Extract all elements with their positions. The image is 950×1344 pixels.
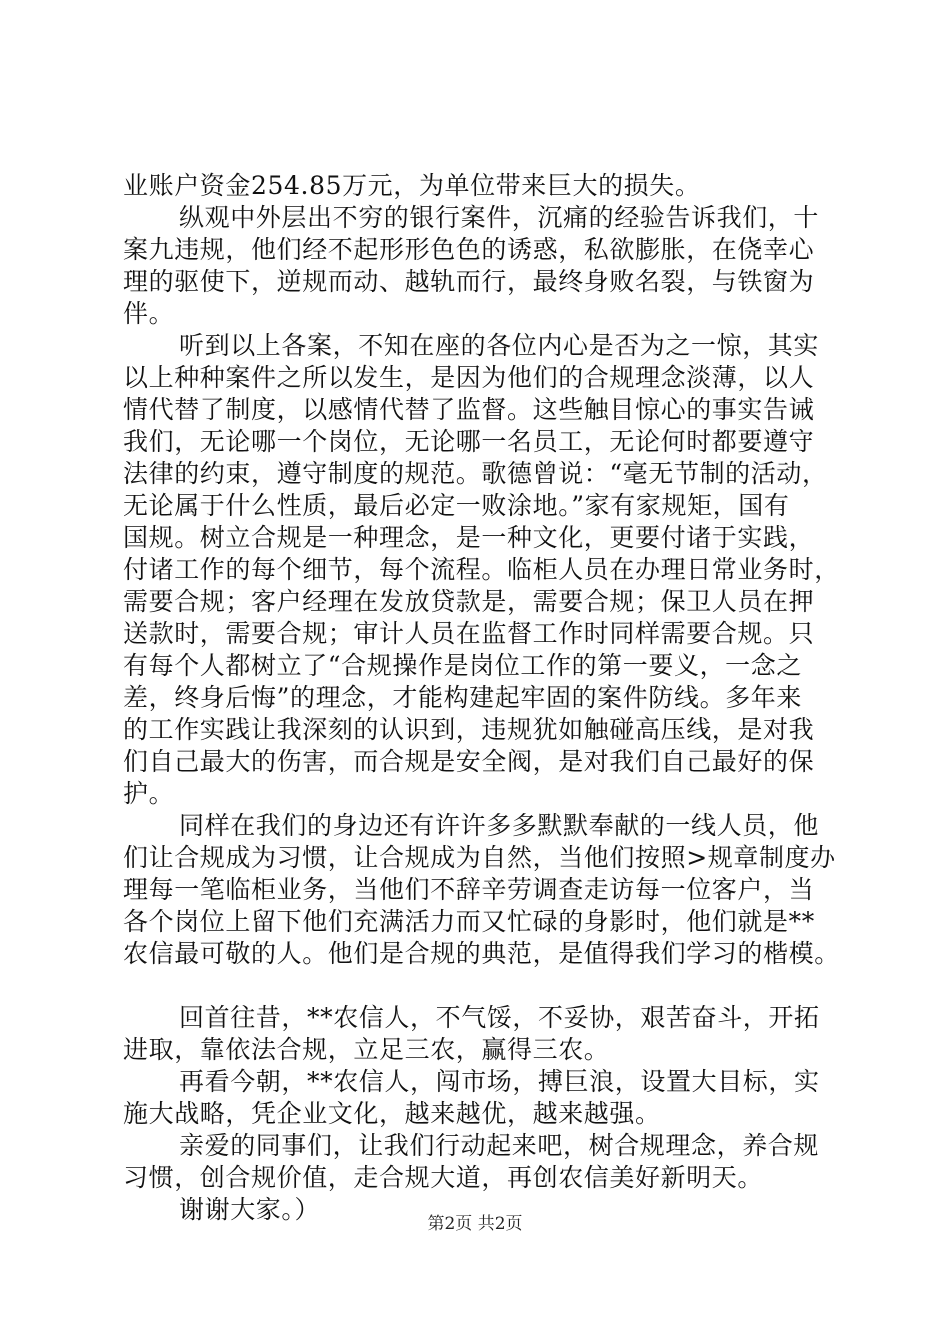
- text-line: 谢谢大家。）: [179, 1195, 321, 1224]
- text-line: 农信最可敬的人。他们是合规的典范，是值得我们学习的楷模。: [123, 939, 840, 968]
- paragraph: [123, 810, 848, 970]
- text-line: 情代替了制度，以感情代替了监督。这些触目惊心的事实告诫: [123, 395, 815, 424]
- text-line: 理的驱使下，逆规而动、越轨而行，最终身败名裂，与铁窗为: [123, 267, 815, 296]
- text-line: 进取，靠依法合规，立足三农，赢得三农。: [123, 1035, 610, 1064]
- text-line: 案九违规，他们经不起形形色色的诱惑，私欲膨胀，在侥幸心: [123, 235, 815, 264]
- text-line: 理每一笔临柜业务，当他们不辞辛劳调查走访每一位客户，当: [123, 875, 815, 904]
- text-line: 法律的约束，遵守制度的规范。歌德曾说：“毫无节制的活动，: [123, 459, 828, 488]
- text-line: 再看今朝，**农信人，闯市场，搏巨浪，设置大目标，实: [179, 1067, 820, 1096]
- text-line: 有每个人都树立了“合规操作是岗位工作的第一要义，一念之: [123, 651, 802, 680]
- text-line: 们自己最大的伤害，而合规是安全阀，是对我们自己最好的保: [123, 747, 815, 776]
- text-line: 无论属于什么性质，最后必定一败涂地。”家有家规矩，国有: [123, 491, 790, 520]
- text-line: 亲爱的同事们，让我们行动起来吧，树合规理念，养合规: [179, 1131, 820, 1160]
- text-line: 听到以上各案，不知在座的各位内心是否为之一惊，其实: [179, 331, 820, 360]
- text-line: 习惯，创合规价值，走合规大道，再创农信美好新明天。: [123, 1163, 764, 1192]
- text-line: 们让合规成为习惯，让合规成为自然，当他们按照>规章制度办: [123, 843, 836, 872]
- text-line: 以上种种案件之所以发生，是因为他们的合规理念淡薄，以人: [123, 363, 815, 392]
- paragraph: [123, 1002, 848, 1066]
- paragraph: [123, 170, 848, 202]
- text-line: 纵观中外层出不穷的银行案件，沉痛的经验告诉我们，十: [179, 203, 820, 232]
- paragraph: [123, 1130, 848, 1194]
- text-line: 需要合规；客户经理在发放贷款是，需要合规；保卫人员在押: [123, 587, 815, 616]
- paragraph: [123, 330, 848, 810]
- blank-line: [123, 970, 848, 1002]
- text-line: 差，终身后悔”的理念，才能构建起牢固的案件防线。多年来: [123, 683, 802, 712]
- text-line: 施大战略，凭企业文化，越来越优，越来越强。: [123, 1099, 661, 1128]
- paragraph: [123, 202, 848, 330]
- text-line: 伴。: [123, 299, 175, 328]
- text-line: 业账户资金254.85万元，为单位带来巨大的损失。: [123, 171, 701, 200]
- text-line: 回首往昔，**农信人，不气馁，不妥协，艰苦奋斗，开拓: [179, 1003, 820, 1032]
- text-line: 送款时，需要合规；审计人员在监督工作时同样需要合规。只: [123, 619, 815, 648]
- text-line: 护。: [123, 779, 175, 808]
- page-footer: 第2页 共2页: [427, 1214, 523, 1234]
- paragraph: [123, 1066, 848, 1130]
- document-body: [123, 170, 848, 1226]
- text-line: 同样在我们的身边还有许许多多默默奉献的一线人员，他: [179, 811, 820, 840]
- text-line: 国规。树立合规是一种理念，是一种文化，更要付诸于实践，: [123, 523, 815, 552]
- text-line: 各个岗位上留下他们充满活力而又忙碌的身影时，他们就是**: [123, 907, 815, 936]
- text-line: 付诸工作的每个细节，每个流程。临柜人员在办理日常业务时，: [123, 555, 840, 584]
- text-line: 我们，无论哪一个岗位，无论哪一名员工，无论何时都要遵守: [123, 427, 815, 456]
- text-line: 的工作实践让我深刻的认识到，违规犹如触碰高压线，是对我: [123, 715, 815, 744]
